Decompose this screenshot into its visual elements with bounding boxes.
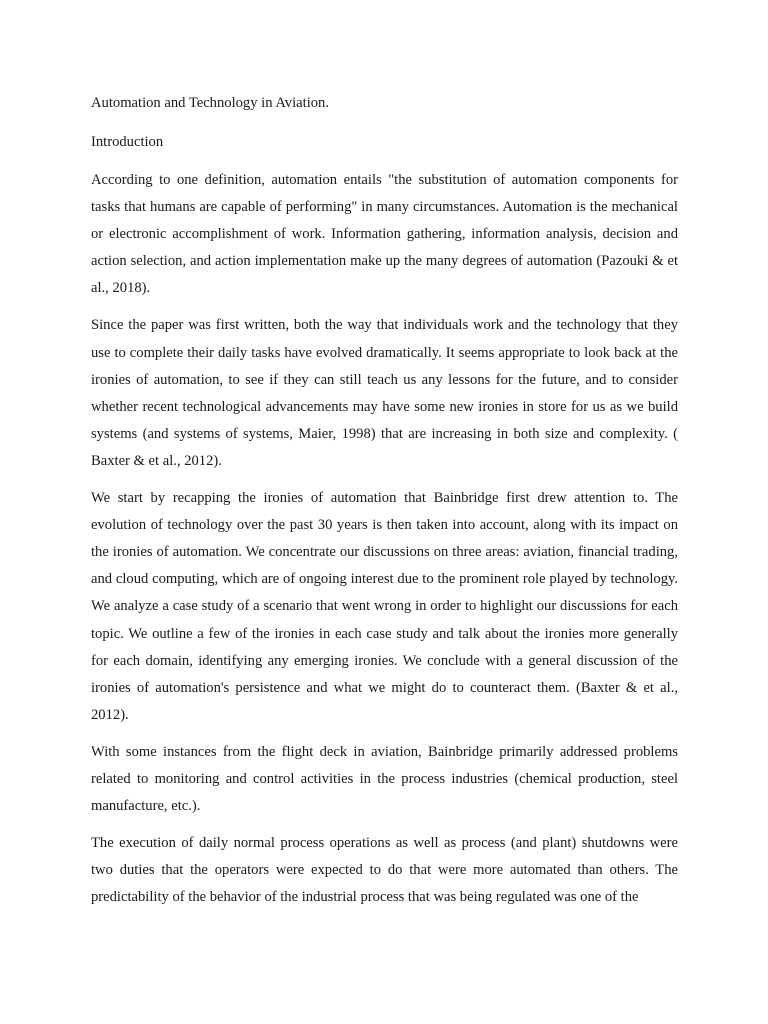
- section-heading-introduction: Introduction: [91, 134, 164, 150]
- paragraph-3: We start by recapping the ironies of automation that Bainbridge first drew attention to. The evolution of technology over the past 30 years is then taken into account, along with its impact on the ironies of automation. We concentrate our discussions on three areas: aviation, financial trading, and cloud computing, which are of ongoing interest due to the prominent role played by technology. We analyze a case study of a scenario that went wrong in order to highlight our discussions for each topic. We outline a few of the ironies in each case study and talk about the ironies more generally for each domain, identifying any emerging ironies. We conclude with a general discussion of the ironies of automation's persistence and what we might do to counteract them. (Baxter & et al., 2012).: [91, 490, 678, 723]
- paragraph-1: According to one definition, automation entails "the substitution of automation components for tasks that humans are capable of performing" in many circumstances. Automation is the mechanical or electronic accomplishment of work. Information gathering, information analysis, decision and action selection, and action implementation make up the many degrees of automation (Pazouki & et al., 2018).: [91, 172, 678, 297]
- document-body: [91, 93, 678, 911]
- document-title: Automation and Technology in Aviation.: [91, 95, 329, 111]
- paragraph-5: The execution of daily normal process operations as well as process (and plant) shutdowns were two duties that the operators were expected to do that were more automated than others. The predictability of the behavior of the industrial process that was being regulated was one of the: [91, 835, 678, 906]
- paragraph-4: With some instances from the flight deck in aviation, Bainbridge primarily addressed problems related to monitoring and control activities in the process industries (chemical production, steel manufacture, etc.).: [91, 743, 678, 815]
- paragraph-2: Since the paper was first written, both the way that individuals work and the technology that they use to complete their daily tasks have evolved dramatically. It seems appropriate to look back at the ironies of automation, to see if they can still teach us any lessons for the future, and to consider whether recent technological advancements may have some new ironies in store for us as we build systems (and systems of systems, Maier, 1998) that are increasing in both size and complexity. ( Baxter & et al., 2012).: [91, 317, 678, 469]
